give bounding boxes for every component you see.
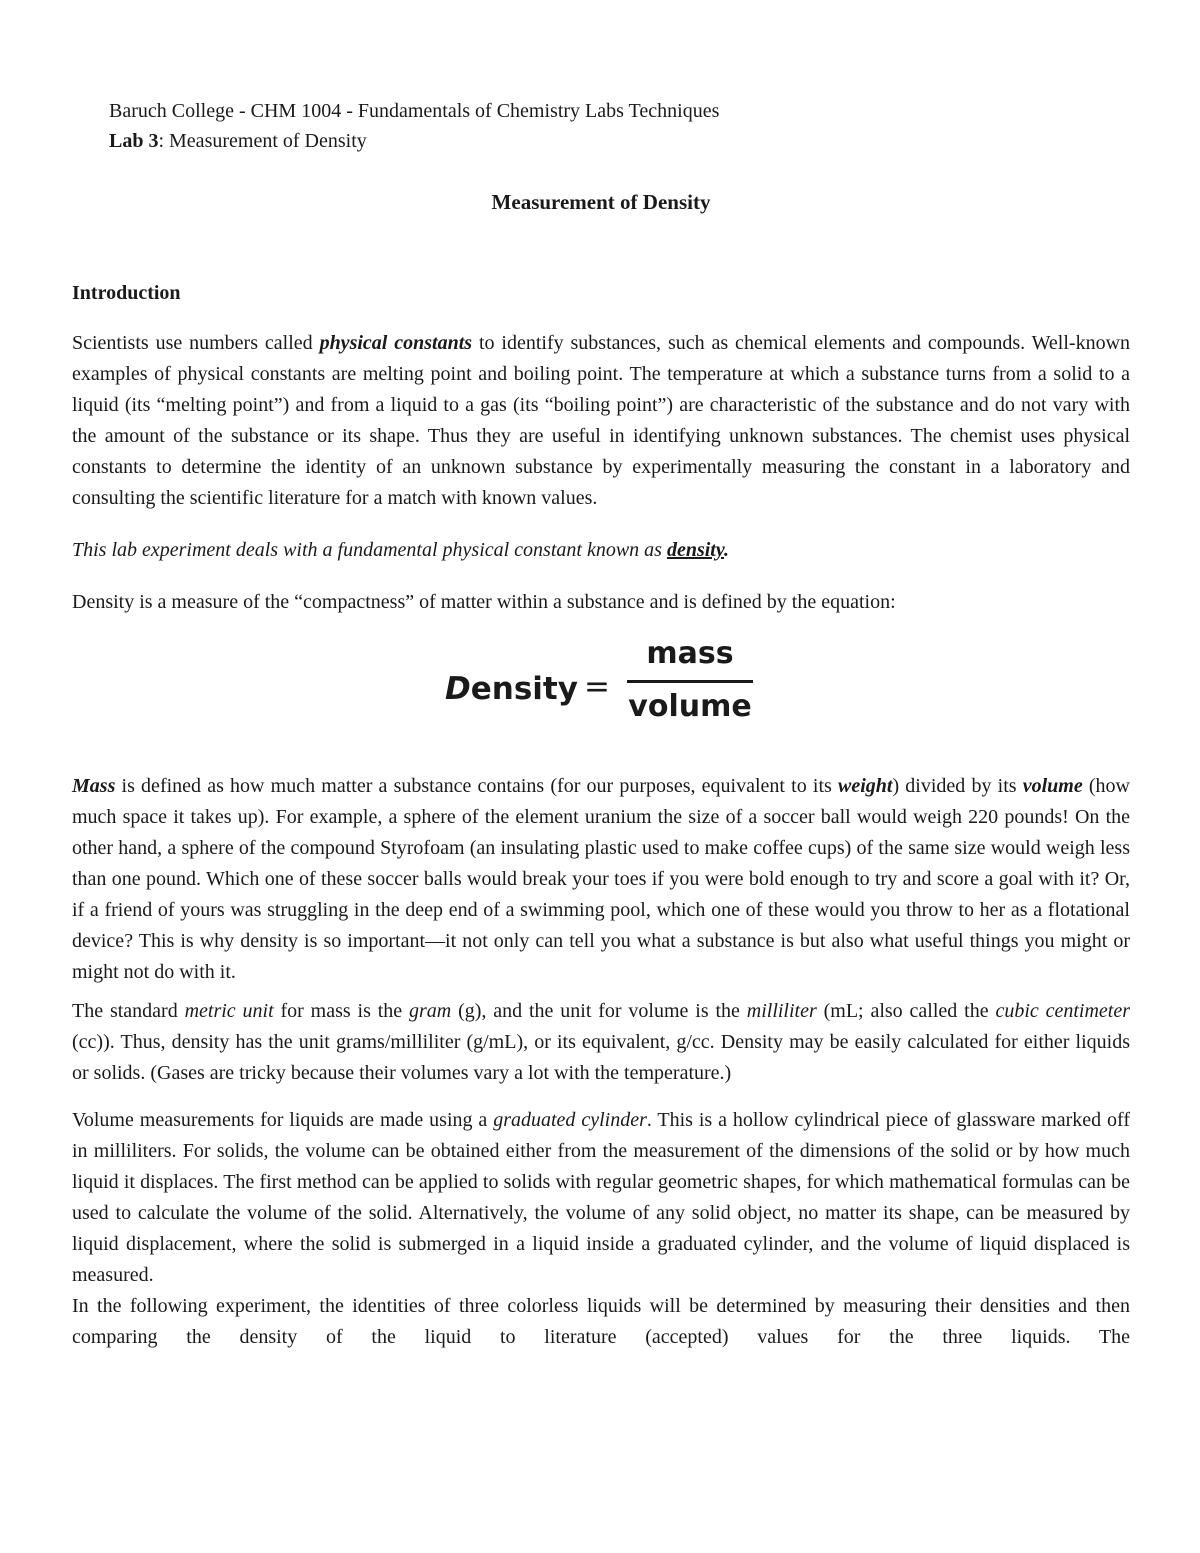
experiment-paragraph: In the following experiment, the identities of three colorless liquids will be determined by measuring their densities and then comparing the density of the liquid to literature (accepted) values for the three liquids. The bbox=[72, 1295, 1130, 1348]
density-intro-sentence bbox=[72, 535, 1130, 566]
equation-equals: = bbox=[584, 669, 610, 705]
volume-term: volume bbox=[1022, 775, 1083, 797]
milliliter-term: milliliter bbox=[746, 1000, 817, 1022]
density-intro-text: This lab experiment deals with a fundamental physical constant known as bbox=[72, 539, 667, 561]
gram-term: gram bbox=[409, 1000, 452, 1022]
intro-paragraph bbox=[72, 328, 1130, 514]
cubic-centimeter-term: cubic centimeter bbox=[995, 1000, 1131, 1022]
units-text-1: The standard bbox=[72, 1000, 185, 1022]
mass-paragraph bbox=[72, 771, 1130, 988]
definition-paragraph: Density is a measure of the “compactness” of matter within a substance and is defined by the equation: bbox=[72, 591, 896, 613]
units-paragraph bbox=[72, 996, 1130, 1089]
intro-text-1: Scientists use numbers called bbox=[72, 332, 320, 354]
page-title: Measurement of Density bbox=[491, 190, 711, 214]
units-text-4: (mL; also called the bbox=[816, 1000, 996, 1022]
lab-title: : Measurement of Density bbox=[158, 130, 367, 152]
units-text-2: for mass is the bbox=[273, 1000, 409, 1022]
equation-lhs-initial: D bbox=[445, 671, 471, 707]
metric-unit-term: metric unit bbox=[184, 1000, 274, 1022]
graduated-cylinder-term: graduated cylinder bbox=[493, 1109, 647, 1131]
mass-text-1: is defined as how much matter a substance contains (for our purposes, equivalent to its bbox=[115, 775, 838, 797]
density-intro-period: . bbox=[723, 539, 729, 561]
document-page bbox=[72, 96, 1130, 1353]
document-header bbox=[109, 96, 1130, 156]
course-line: Baruch College - CHM 1004 - Fundamentals of Chemistry Labs Techniques bbox=[109, 100, 720, 122]
density-term: density bbox=[666, 539, 724, 561]
units-text-5: (cc)). Thus, density has the unit grams/milliliter (g/mL), or its equivalent, g/cc. Density may be easily calculated for either liquids or solids. (Gases are tricky because their volumes vary a lot with the temperature.) bbox=[72, 1031, 1130, 1084]
equation-fraction bbox=[627, 634, 753, 727]
lab-line bbox=[109, 126, 1130, 156]
volume-text-2: . This is a hollow cylindrical piece of glassware marked off in milliliters. For solids, the volume can be obtained either from the measurement of the dimensions of the solid or by how much liquid it displaces. The first method can be applied to solids with regular geometric shapes, for which mathematical formulas can be used to calculate the volume of the solid. Alternatively, the volume of any solid object, no matter its shape, can be measured by liquid displacement, where the solid is submerged in a liquid inside a graduated cylinder, and the volume of liquid displaced is measured. bbox=[72, 1109, 1131, 1286]
fraction-bar bbox=[627, 680, 753, 683]
equation-lhs bbox=[445, 671, 578, 707]
weight-term: weight bbox=[837, 775, 893, 797]
volume-text-1: Volume measurements for liquids are made using a bbox=[72, 1109, 494, 1131]
mass-text-3: (how much space it takes up). For example, a sphere of the element uranium the size of a soccer ball would weigh 220 pounds! On the other hand, a sphere of the compound Styrofoam (an insulating plastic used to make coffee cups) of the same size would weigh less than one pound. Which one of these soccer balls would break your toes if you were bold enough to try and score a goal with it? Or, if a friend of yours was struggling in the deep end of a swimming pool, which one of these would you throw to her as a flotational device? This is why density is so important—it not only can tell you what a substance is but also what useful things you might or might not do with it. bbox=[72, 775, 1131, 983]
lab-label: Lab 3 bbox=[109, 130, 159, 152]
density-equation bbox=[72, 634, 1130, 754]
mass-term: Mass bbox=[72, 775, 116, 797]
volume-paragraph bbox=[72, 1105, 1130, 1291]
intro-text-2: to identify substances, such as chemical elements and compounds. Well-known examples of physical constants are melting point and boiling point. The temperature at which a substance turns from a solid to a liquid (its “melting point”) and from a liquid to a gas (its “boiling point”) are characteristic of the substance and do not vary with the amount of the substance or its shape. Thus they are useful in identifying unknown substances. The chemist uses physical constants to determine the identity of an unknown substance by experimentally measuring the constant in a laboratory and consulting the scientific literature for a match with known values. bbox=[72, 332, 1131, 509]
physical-constants-term: physical constants bbox=[319, 332, 473, 354]
mass-text-2: ) divided by its bbox=[892, 775, 1023, 797]
equation-numerator: mass bbox=[646, 636, 734, 671]
equation-lhs-rest: ensity bbox=[470, 671, 578, 707]
units-text-3: (g), and the unit for volume is the bbox=[451, 1000, 747, 1022]
equation-denominator: volume bbox=[628, 689, 752, 724]
introduction-heading: Introduction bbox=[72, 282, 181, 304]
